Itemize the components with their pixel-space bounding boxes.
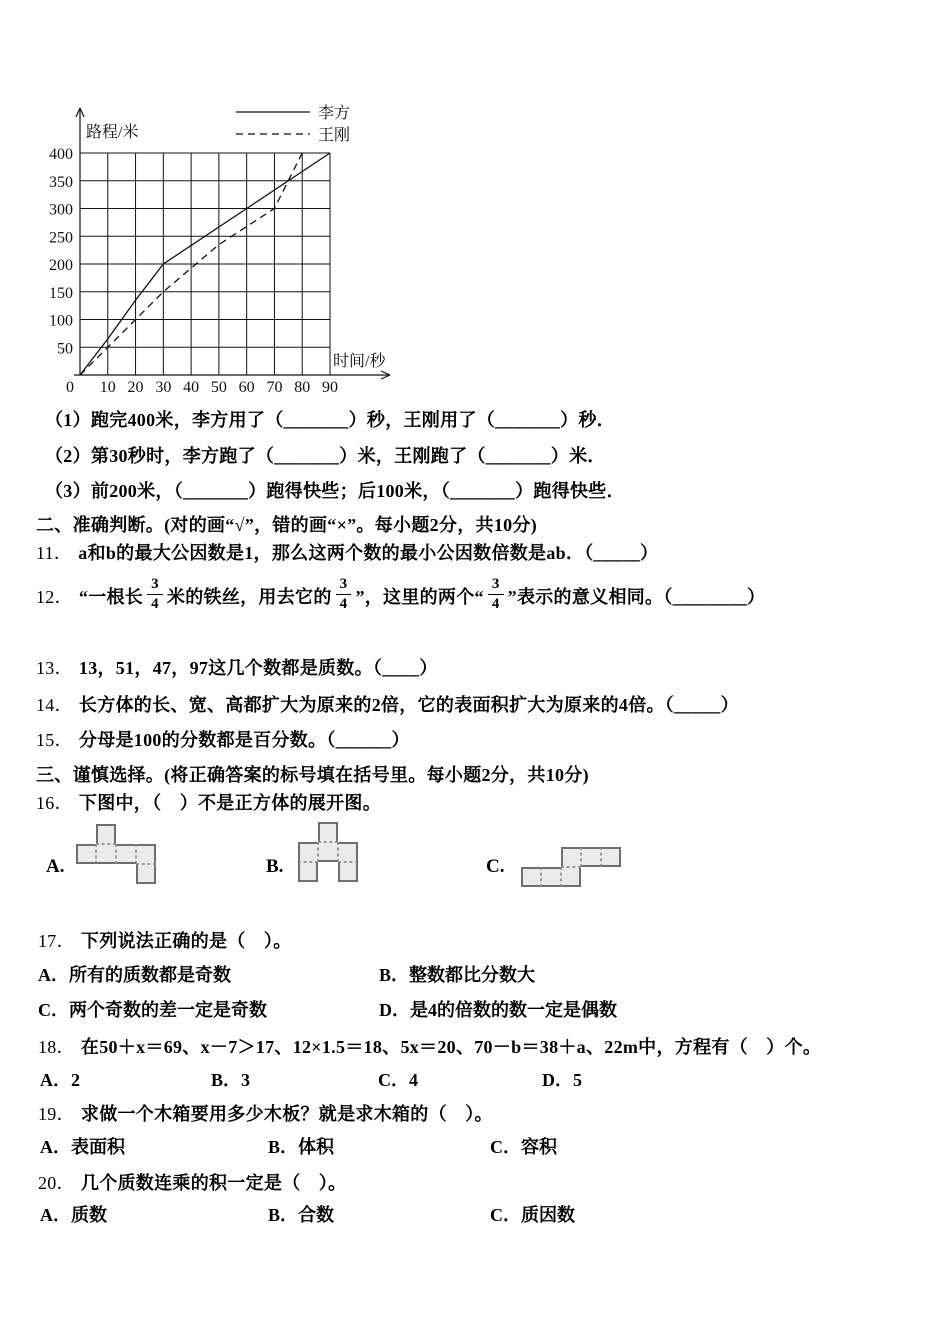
section2-header: 二、准确判断。(对的画“√”，错的画“×”。每小题2分，共10分): [36, 515, 538, 535]
net-cell: [96, 844, 116, 864]
net-cell: [76, 844, 96, 864]
q19-option-b: B．体积: [268, 1137, 335, 1157]
question-15: 15． 分母是100的分数都是百分数。（______）: [36, 730, 410, 750]
net-a-label: A.: [46, 856, 65, 877]
question-sub2: （2）第30秒时，李方跑了（_______）米，王刚跑了（_______）米．: [45, 446, 606, 466]
q17-option-b: B．整数都比分数大: [379, 965, 536, 985]
y-tick-label: 350: [49, 173, 73, 191]
net-cell: [521, 867, 541, 887]
question-12-text-1: “一根长: [78, 587, 144, 607]
cube-net-a: [76, 824, 156, 884]
question-11-text: a和b的最大公因数是1，那么这两个数的最小公因数倍数是ab．（_____）: [78, 543, 659, 563]
net-cell: [136, 844, 156, 864]
x-tick-label: 50: [210, 379, 227, 396]
question-12: [36, 573, 765, 619]
y-tick-label: 50: [57, 340, 73, 358]
question-12-number: 12．: [36, 587, 73, 607]
question-19: 19． 求做一个木箱要用多少木板？就是求木箱的（ ）。: [38, 1104, 493, 1124]
q18-option-a: A．2: [40, 1070, 80, 1090]
cube-net-b: [298, 822, 358, 882]
question-18: 18． 在50＋x＝69、x－7＞17、12×1.5＝18、5x＝20、70－b＝38＋a、22m中，方程有（ ）个。: [38, 1037, 822, 1057]
q20-option-a: A．质数: [40, 1205, 107, 1225]
question-11-number: 11．: [36, 543, 73, 563]
x-tick-label: 90: [322, 379, 338, 396]
x-axis-title: 时间/秒: [333, 353, 386, 370]
cube-net-c: [521, 847, 621, 887]
net-cell: [561, 847, 581, 867]
distance-time-chart: [40, 95, 485, 407]
x-tick-label: 80: [294, 379, 311, 396]
fraction-1: $\frac{3}{4}$: [147, 577, 163, 612]
question-11: [36, 539, 658, 565]
question-12-text-2: 米的铁丝，用去它的: [166, 587, 332, 607]
y-axis-title: 路程/米: [86, 124, 139, 141]
net-cell: [96, 824, 116, 844]
q17-option-a: A．所有的质数都是奇数: [38, 965, 231, 985]
net-cell: [318, 822, 338, 842]
legend-label: 李方: [318, 105, 351, 122]
net-cell: [338, 842, 358, 862]
y-tick-label: 400: [49, 146, 73, 163]
section3-header: 三、谨慎选择。(将正确答案的标号填在括号里。每小题2分，共10分): [36, 765, 589, 785]
question-16: 16． 下图中，（ ）不是正方体的展开图。: [36, 793, 382, 813]
q18-option-d: D．5: [542, 1070, 582, 1090]
q20-option-c: C．质因数: [490, 1205, 575, 1225]
q20-option-b: B．合数: [268, 1205, 335, 1225]
net-cell: [581, 847, 601, 867]
net-cell: [338, 862, 358, 882]
x-tick-label: 70: [266, 379, 283, 396]
net-b-label: B.: [266, 856, 284, 877]
x-tick-label: 40: [183, 379, 200, 396]
net-cell: [136, 864, 156, 884]
net-cell: [318, 842, 338, 862]
q18-option-c: C．4: [378, 1070, 418, 1090]
y-tick-label: 250: [49, 229, 73, 247]
question-14: 14． 长方体的长、宽、高都扩大为原来的2倍，它的表面积扩大为原来的4倍。（_____）: [36, 695, 739, 715]
net-cell: [541, 867, 561, 887]
legend-label: 王刚: [318, 127, 351, 144]
q18-option-b: B．3: [211, 1070, 251, 1090]
q17-option-c: C．两个奇数的差一定是奇数: [38, 1000, 267, 1020]
net-cell: [298, 842, 318, 862]
y-tick-label: 200: [49, 257, 73, 274]
net-cell: [298, 862, 318, 882]
x-tick-label: 30: [155, 379, 172, 396]
q19-option-a: A．表面积: [40, 1137, 125, 1157]
net-c-label: C.: [486, 856, 505, 877]
question-sub1: （1）跑完400米，李方用了（_______）秒，王刚用了（_______）秒．: [45, 410, 615, 430]
y-tick-label: 150: [49, 284, 73, 302]
question-13: 13． 13，51，47，97这几个数都是质数。（____）: [36, 658, 438, 678]
q19-option-c: C．容积: [490, 1137, 557, 1157]
net-cell: [116, 844, 136, 864]
question-12-text-4: ”表示的意义相同。（________）: [507, 587, 766, 607]
x-tick-label: 0: [66, 379, 74, 396]
question-20: 20． 几个质数连乘的积一定是（ ）。: [38, 1173, 347, 1193]
net-cell: [601, 847, 621, 867]
fraction-3: $\frac{3}{4}$: [488, 577, 504, 612]
net-cell: [561, 867, 581, 887]
fraction-2: $\frac{3}{4}$: [336, 577, 352, 612]
x-tick-label: 60: [238, 379, 255, 396]
x-tick-label: 10: [99, 379, 116, 396]
question-12-text-3: ”，这里的两个“: [355, 587, 484, 607]
question-sub3: （3）前200米，（_______）跑得快些；后100米，（_______）跑得快些．: [45, 481, 625, 501]
question-17: 17． 下列说法正确的是（ ）。: [38, 931, 292, 951]
q17-option-d: D．是4的倍数的数一定是偶数: [379, 1000, 617, 1020]
y-tick-label: 300: [49, 201, 73, 219]
y-tick-label: 100: [49, 312, 73, 330]
x-tick-label: 20: [127, 379, 144, 396]
